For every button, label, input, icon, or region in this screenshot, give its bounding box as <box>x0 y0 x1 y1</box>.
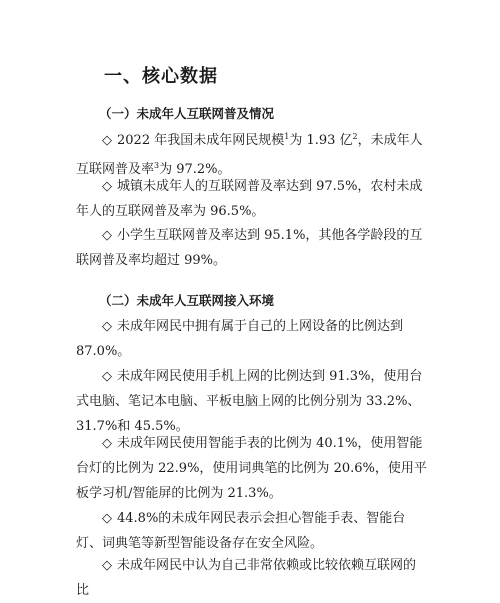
section-title: 一、核心数据 <box>104 66 218 87</box>
diamond-bullet-icon: ◇ <box>102 228 112 243</box>
diamond-bullet-icon: ◇ <box>102 369 112 384</box>
item-text: 小学生互联网普及率达到 95.1%，其他各学龄段的互联网普及率均超过 99%。 <box>76 228 423 268</box>
diamond-bullet-icon: ◇ <box>102 558 112 573</box>
item-text: 未成年网民使用手机上网的比例达到 91.3%，使用台式电脑、笔记本电脑、平板电脑上网的比例分别为 33.2%、31.7%和 45.5%。 <box>76 369 423 434</box>
item-text: 为 97.2%。 <box>159 162 231 177</box>
list-item <box>76 553 428 603</box>
item-text: 未成年网民中拥有属于自己的上网设备的比例达到 87.0%。 <box>76 319 404 359</box>
diamond-bullet-icon: ◇ <box>102 511 112 526</box>
diamond-bullet-icon: ◇ <box>102 436 112 451</box>
list-item <box>76 314 428 364</box>
list-item <box>76 223 428 273</box>
list-item <box>76 364 428 439</box>
item-text: 2022 年我国未成年网民规模 <box>117 133 285 148</box>
item-text: ，未成年人互联网普及率 <box>76 133 423 177</box>
item-text: 44.8%的未成年网民表示会担心智能手表、智能台灯、词典笔等新型智能设备存在安全风险。 <box>76 511 406 551</box>
footnote-ref: 1 <box>284 132 290 141</box>
subsection-title-1: （一）未成年人互联网普及情况 <box>99 106 275 121</box>
list-item <box>76 506 428 556</box>
list-item <box>76 174 428 224</box>
diamond-bullet-icon: ◇ <box>102 319 112 334</box>
diamond-bullet-icon: ◇ <box>102 179 112 194</box>
item-text: 未成年网民使用智能手表的比例为 40.1%，使用智能台灯的比例为 22.9%，使用词典笔的比例为 20.6%，使用平板学习机/智能屏的比例为 21.3%。 <box>76 436 427 501</box>
item-text: 为 1.93 亿 <box>289 133 353 148</box>
footnote-ref: 2 <box>352 132 358 141</box>
subsection-title-2: （二）未成年人互联网接入环境 <box>99 293 275 308</box>
list-item <box>76 431 428 506</box>
footnote-ref: 3 <box>154 161 160 170</box>
item-text: 城镇未成年人的互联网普及率达到 97.5%，农村未成年人的互联网普及率为 96.5%。 <box>76 179 423 219</box>
diamond-bullet-icon: ◇ <box>102 133 112 148</box>
item-text: 未成年网民中认为自己非常依赖或比较依赖互联网的比 <box>76 558 417 598</box>
